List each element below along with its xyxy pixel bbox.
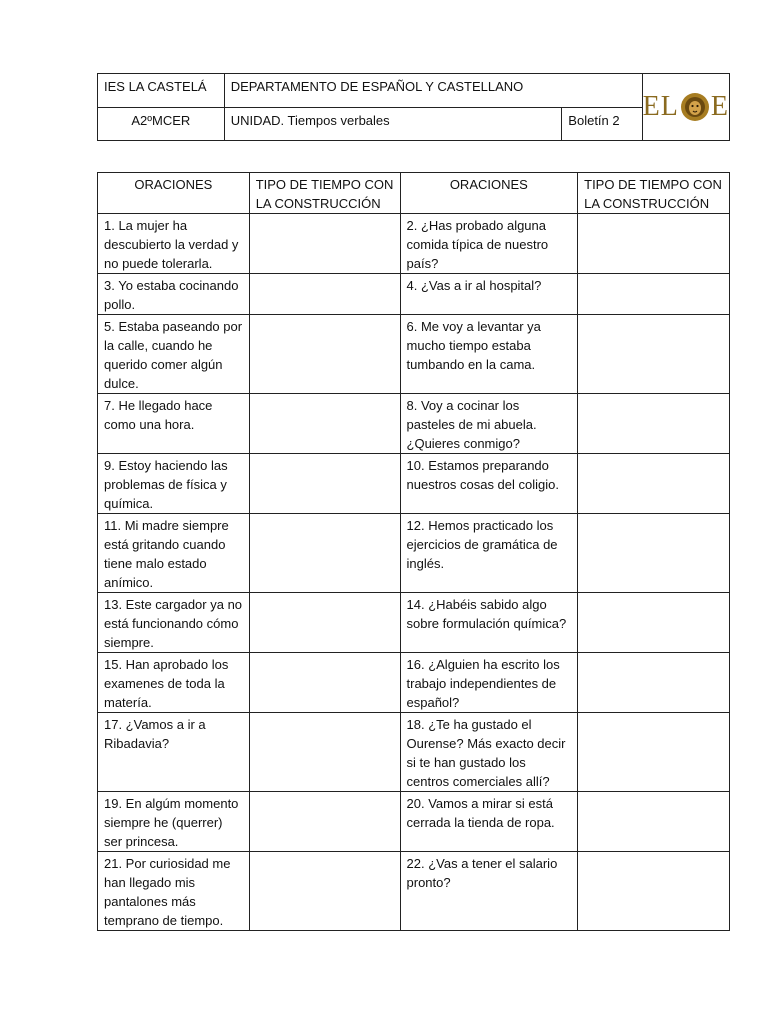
answer-cell[interactable]	[249, 514, 400, 593]
answer-cell[interactable]	[249, 713, 400, 792]
answer-cell[interactable]	[249, 852, 400, 931]
answer-cell[interactable]	[578, 713, 730, 792]
sentence-cell: 4. ¿Vas a ir al hospital?	[400, 274, 578, 315]
sentence-cell: 18. ¿Te ha gustado el Ourense? Más exacto decir si te han gustado los centros comerciales allí?	[400, 713, 578, 792]
answer-cell[interactable]	[578, 214, 730, 274]
answer-cell[interactable]	[249, 653, 400, 713]
column-header-tense-type: TIPO DE TIEMPO CON LA CONSTRUCCIÓN	[249, 173, 400, 214]
answer-cell[interactable]	[578, 394, 730, 454]
table-row	[98, 852, 730, 931]
sentence-cell: 17. ¿Vamos a ir a Ribadavia?	[98, 713, 250, 792]
answer-cell[interactable]	[578, 852, 730, 931]
answer-cell[interactable]	[249, 792, 400, 852]
eloe-logo	[643, 74, 729, 140]
logo-right-text: E	[710, 91, 729, 122]
department-name: DEPARTAMENTO DE ESPAÑOL Y CASTELLANO	[224, 74, 642, 108]
sentence-cell: 7. He llegado hace como una hora.	[98, 394, 250, 454]
exercise-table	[97, 172, 730, 931]
answer-cell[interactable]	[249, 394, 400, 454]
answer-cell[interactable]	[578, 792, 730, 852]
sentence-cell: 14. ¿Habéis sabido algo sobre formulación química?	[400, 593, 578, 653]
logo-cell	[642, 74, 729, 141]
table-row	[98, 315, 730, 394]
header-table	[97, 73, 730, 141]
answer-cell[interactable]	[249, 315, 400, 394]
sentence-cell: 16. ¿Alguien ha escrito los trabajo independientes de español?	[400, 653, 578, 713]
sentence-cell: 21. Por curiosidad me han llegado mis pantalones más temprano de tiempo.	[98, 852, 250, 931]
table-row	[98, 394, 730, 454]
table-row	[98, 454, 730, 514]
logo-left-text: EL	[642, 91, 679, 122]
answer-cell[interactable]	[249, 593, 400, 653]
sentence-cell: 5. Estaba paseando por la calle, cuando he querido comer algún dulce.	[98, 315, 250, 394]
sentence-cell: 19. En algúm momento siempre he (querrer) ser princesa.	[98, 792, 250, 852]
unit-label: UNIDAD. Tiempos verbales	[224, 107, 562, 141]
sentence-cell: 10. Estamos preparando nuestros cosas del coligio.	[400, 454, 578, 514]
table-header-row	[98, 173, 730, 214]
sentence-cell: 6. Me voy a levantar ya mucho tiempo estaba tumbando en la cama.	[400, 315, 578, 394]
table-row	[98, 514, 730, 593]
answer-cell[interactable]	[578, 593, 730, 653]
table-row	[98, 214, 730, 274]
sentence-cell: 9. Estoy haciendo las problemas de física y química.	[98, 454, 250, 514]
answer-cell[interactable]	[249, 274, 400, 315]
answer-cell[interactable]	[578, 514, 730, 593]
level-label: A2ºMCER	[98, 107, 225, 141]
sentence-cell: 1. La mujer ha descubierto la verdad y no puede tolerarla.	[98, 214, 250, 274]
sentence-cell: 13. Este cargador ya no está funcionando cómo siempre.	[98, 593, 250, 653]
column-header-sentences: ORACIONES	[400, 173, 578, 214]
answer-cell[interactable]	[578, 454, 730, 514]
sentence-cell: 20. Vamos a mirar si está cerrada la tienda de ropa.	[400, 792, 578, 852]
column-header-tense-type: TIPO DE TIEMPO CON LA CONSTRUCCIÓN	[578, 173, 730, 214]
answer-cell[interactable]	[578, 274, 730, 315]
sentence-cell: 2. ¿Has probado alguna comida típica de nuestro país?	[400, 214, 578, 274]
answer-cell[interactable]	[578, 315, 730, 394]
table-row	[98, 792, 730, 852]
sentence-cell: 15. Han aprobado los examenes de toda la matería.	[98, 653, 250, 713]
answer-cell[interactable]	[249, 454, 400, 514]
school-name: IES LA CASTELÁ	[98, 74, 225, 108]
lion-head-icon	[680, 92, 710, 122]
sentence-cell: 3. Yo estaba cocinando pollo.	[98, 274, 250, 315]
answer-cell[interactable]	[578, 653, 730, 713]
sentence-cell: 22. ¿Vas a tener el salario pronto?	[400, 852, 578, 931]
sentence-cell: 12. Hemos practicado los ejercicios de gramática de inglés.	[400, 514, 578, 593]
sentence-cell: 11. Mi madre siempre está gritando cuando tiene malo estado anímico.	[98, 514, 250, 593]
table-row	[98, 653, 730, 713]
sentence-cell: 8. Voy a cocinar los pasteles de mi abuela. ¿Quieres conmigo?	[400, 394, 578, 454]
table-row	[98, 713, 730, 792]
answer-cell[interactable]	[249, 214, 400, 274]
column-header-sentences: ORACIONES	[98, 173, 250, 214]
table-row	[98, 593, 730, 653]
table-row	[98, 274, 730, 315]
bulletin-label: Boletín 2	[562, 107, 642, 141]
